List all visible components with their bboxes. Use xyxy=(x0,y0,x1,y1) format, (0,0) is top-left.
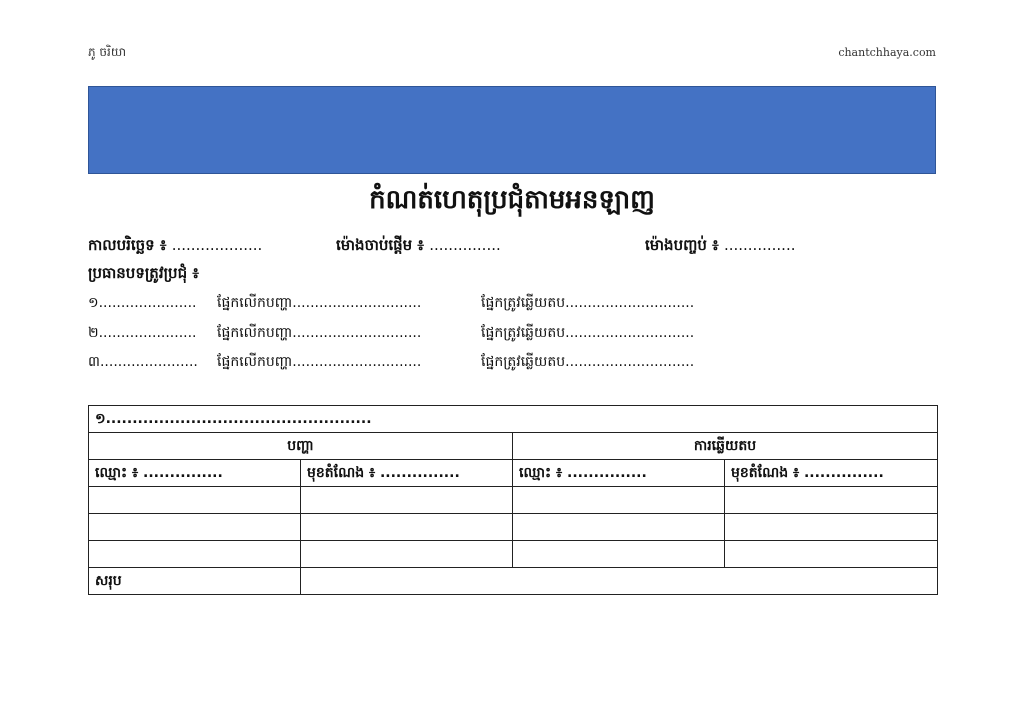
table-row xyxy=(89,460,938,487)
agenda-item-reply: ផ្នែកត្រូវឆ្លើយតប............................. xyxy=(481,295,695,311)
summary-label-cell: សរុប xyxy=(89,568,301,595)
agenda-item-number: ១...................... xyxy=(88,295,197,311)
agenda-topic-label: ប្រធានបទត្រូវប្រជុំ ៖ xyxy=(88,264,199,282)
table-cell xyxy=(89,514,301,541)
table-cell xyxy=(725,487,938,514)
table-row xyxy=(89,433,938,460)
table-cell xyxy=(513,514,725,541)
response-name-cell: ឈ្មោះ ៖ ............... xyxy=(513,460,725,487)
agenda-item-number: ២...................... xyxy=(88,325,197,341)
agenda-item-reply: ផ្នែកត្រូវឆ្លើយតប............................. xyxy=(481,354,695,370)
page-title: កំណត់ហេតុប្រជុំតាមអនឡាញ xyxy=(369,185,655,215)
agenda-item-raise: ផ្នែកលើកបញ្ហា............................. xyxy=(217,295,422,311)
table-row xyxy=(89,541,938,568)
agenda-item-raise: ផ្នែកលើកបញ្ហា............................. xyxy=(217,354,422,370)
problem-position-cell: មុខតំណែង ៖ ............... xyxy=(301,460,513,487)
summary-value-cell xyxy=(301,568,938,595)
table-row xyxy=(89,487,938,514)
table-cell xyxy=(513,541,725,568)
table-cell xyxy=(301,541,513,568)
table-cell xyxy=(301,514,513,541)
date-label: កាលបរិច្ឆេទ ៖ xyxy=(88,236,167,254)
agenda-item-number: ៣...................... xyxy=(88,354,198,370)
header-left-text: ភូ ចរិយា xyxy=(88,45,127,59)
meta-end-time xyxy=(645,234,795,256)
response-position-cell: មុខតំណែង ៖ ............... xyxy=(725,460,938,487)
table-cell xyxy=(725,541,938,568)
table-cell xyxy=(725,514,938,541)
table-cell xyxy=(301,487,513,514)
agenda-item-raise: ផ្នែកលើកបញ្ហា............................. xyxy=(217,325,422,341)
meta-start-time xyxy=(336,234,501,256)
start-time-label: ម៉ោងចាប់ផ្តើម ៖ xyxy=(336,236,424,254)
agenda-item-reply: ផ្នែកត្រូវឆ្លើយតប............................. xyxy=(481,325,695,341)
table-cell xyxy=(513,487,725,514)
date-value: ................... xyxy=(171,236,263,254)
header-website: chantchhaya.com xyxy=(838,46,936,59)
meta-date xyxy=(88,234,262,256)
problem-header: បញ្ហា xyxy=(89,433,513,460)
table-row xyxy=(89,568,938,595)
table-topic-cell: ១.................................................. xyxy=(89,406,938,433)
header-banner xyxy=(88,86,936,174)
table-row xyxy=(89,514,938,541)
minutes-table xyxy=(88,405,938,595)
response-header: ការឆ្លើយតប xyxy=(513,433,938,460)
start-time-value: ............... xyxy=(429,236,501,254)
problem-name-cell: ឈ្មោះ ៖ ............... xyxy=(89,460,301,487)
end-time-label: ម៉ោងបញ្ចប់ ៖ xyxy=(645,236,719,254)
table-cell xyxy=(89,541,301,568)
table-row xyxy=(89,406,938,433)
end-time-value: ............... xyxy=(723,236,796,254)
table-cell xyxy=(89,487,301,514)
